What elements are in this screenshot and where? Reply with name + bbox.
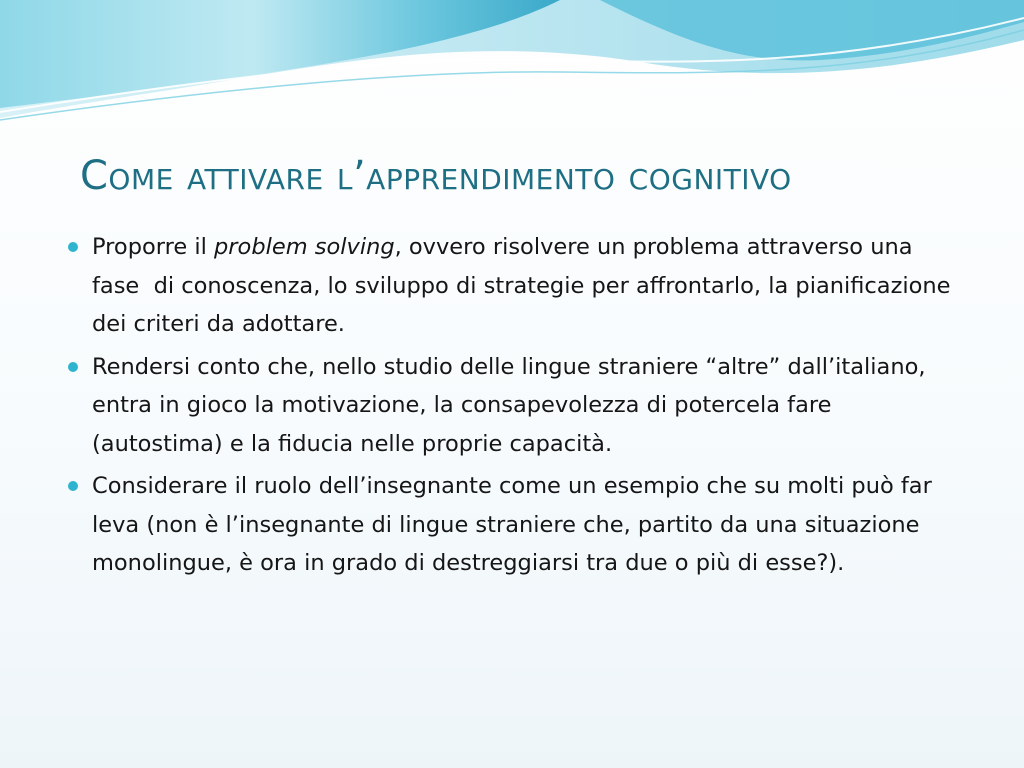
bullet-item-3 — [62, 467, 962, 583]
bullet-text-1 — [92, 234, 958, 337]
decorative-wave-header — [0, 0, 1024, 130]
bullet-dot-icon — [68, 242, 78, 252]
bullet-1-emphasis: problem solving — [214, 234, 395, 260]
slide-title: Come attivare l’apprendimento cognitivo — [80, 153, 792, 199]
bullet-1-after: , ovvero risolvere un problema attraverso una fase di conoscenza, lo sviluppo di strategie per affrontarlo, la pianificazione dei criteri da adottare. — [92, 234, 958, 337]
bullet-text-3: Considerare il ruolo dell’insegnante come un esempio che su molti può far leva (non è l’insegnante di lingue straniere che, partito da una situazione monolingue, è ora in grado di destreggiarsi tra due o più di esse?). — [92, 473, 939, 576]
bullet-dot-icon — [68, 362, 78, 372]
bullet-list — [62, 228, 962, 587]
bullet-dot-icon — [68, 481, 78, 491]
bullet-item-1 — [62, 228, 962, 344]
bullet-1-before: Proporre il — [92, 234, 215, 260]
bullet-item-2 — [62, 348, 962, 464]
bullet-text-2: Rendersi conto che, nello studio delle lingue straniere “altre” dall’italiano, entra in gioco la motivazione, la consapevolezza di potercela fare (autostima) e la fiducia nelle proprie capacità. — [92, 353, 933, 457]
wave-band-front — [0, 0, 560, 108]
